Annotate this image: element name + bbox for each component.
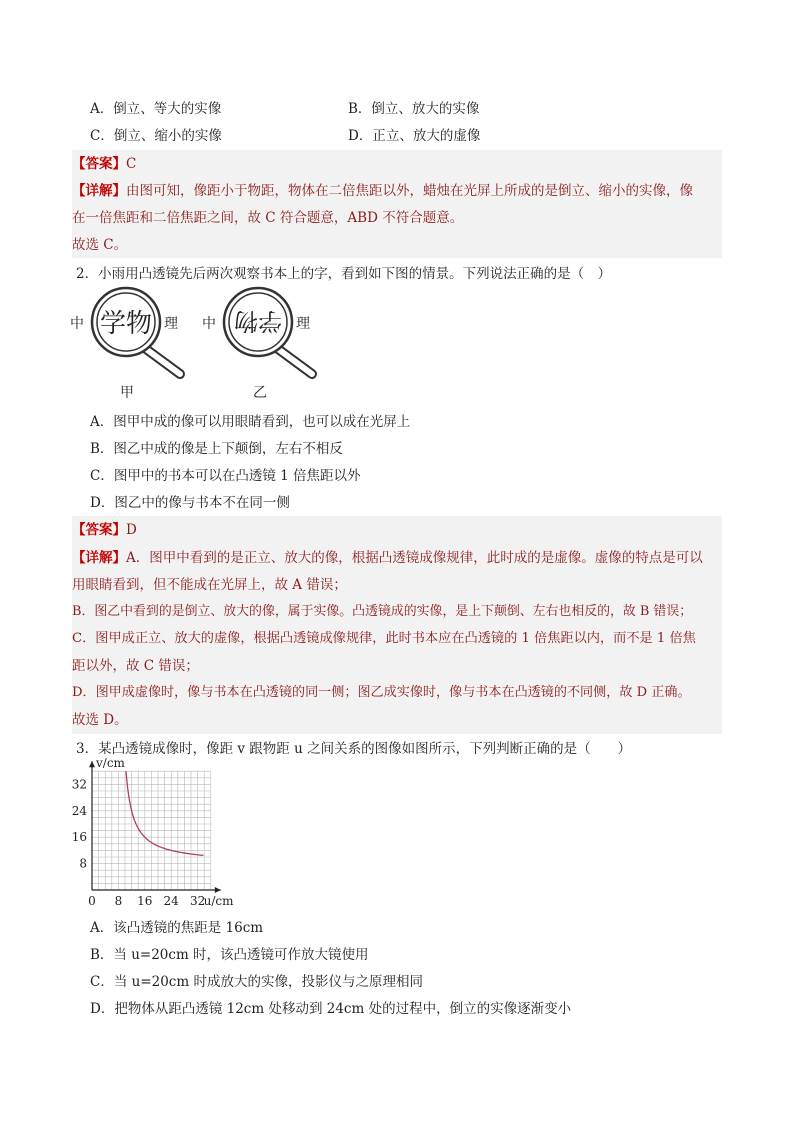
q3-option-a: A．该凸透镜的焦距是 16cm bbox=[90, 920, 264, 936]
q1-option-d: D．正立、放大的虚像 bbox=[348, 128, 481, 144]
x-axis-arrow bbox=[215, 887, 221, 893]
x-tick-label: 32 bbox=[189, 894, 206, 908]
chart-axes bbox=[89, 761, 221, 893]
q1-detail-text-1: 由图可知，像距小于物距，物体在二倍焦距以外，蜡烛在光屏上所成的是倒立、缩小的实像，像 bbox=[126, 183, 693, 199]
x-tick-label: 8 bbox=[114, 894, 123, 908]
fig-right-outer-2: 理 bbox=[296, 316, 310, 332]
q2-answer: D bbox=[126, 522, 137, 538]
q1-answer-box bbox=[72, 150, 722, 258]
q1-option-c: C．倒立、缩小的实像 bbox=[90, 128, 222, 144]
q1-answer-line bbox=[72, 152, 136, 172]
q3-option-c: C．当 u=20cm 时成放大的实像，投影仪与之原理相同 bbox=[90, 974, 423, 990]
chart-xlabel: u/cm bbox=[203, 894, 234, 908]
q2-detail-text-1: A．图甲中看到的是正立、放大的像，根据凸透镜成像规律，此时成的是虚像。虚像的特点是可以 bbox=[126, 550, 703, 566]
x-tick-label: 0 bbox=[88, 894, 96, 908]
q2-option-d: D．图乙中的像与书本不在同一侧 bbox=[90, 495, 290, 511]
q1-option-b: B．倒立、放大的实像 bbox=[348, 101, 480, 117]
fig-left-outer-1: 中 bbox=[70, 316, 84, 332]
q3-option-d: D．把物体从距凸透镜 12cm 处移动到 24cm 处的过程中，倒立的实像逐渐变小 bbox=[90, 1001, 572, 1017]
x-tick-label: 16 bbox=[137, 894, 153, 908]
q2-detail-line-5: 距以外，故 C 错误； bbox=[72, 658, 199, 674]
q1-detail-line-1 bbox=[72, 179, 693, 199]
q2-magnifier-figure bbox=[68, 284, 338, 404]
y-tick-label: 32 bbox=[71, 777, 87, 792]
q1-detail-line-2: 在一倍焦距和二倍焦距之间，故 C 符合题意，ABD 不符合题意。 bbox=[72, 210, 464, 226]
q2-answer-line bbox=[72, 518, 137, 538]
magnifier-left bbox=[70, 288, 180, 401]
q2-answer-tag: 【答案】 bbox=[72, 522, 126, 538]
q1-answer: C bbox=[126, 156, 137, 172]
q2-option-a: A．图甲中成的像可以用眼睛看到，也可以成在光屏上 bbox=[90, 414, 411, 430]
q2-detail-line-7: 故选 D。 bbox=[72, 712, 128, 728]
q1-detail-line-3: 故选 C。 bbox=[72, 237, 128, 253]
magnifier-right bbox=[202, 288, 312, 401]
q2-option-c: C．图甲中的书本可以在凸透镜 1 倍焦距以外 bbox=[90, 468, 361, 484]
fig-left-outer-2: 理 bbox=[164, 316, 178, 332]
q1-answer-tag: 【答案】 bbox=[72, 156, 126, 172]
q2-detail-line-6: D．图甲成虚像时，像与书本在凸透镜的同一侧；图乙成实像时，像与书本在凸透镜的不同侧，故 D 正确。 bbox=[72, 685, 691, 700]
y-tick-label: 8 bbox=[79, 856, 87, 871]
y-tick-label: 24 bbox=[71, 803, 87, 818]
q2-detail-tag: 【详解】 bbox=[72, 550, 126, 566]
q1-option-a: A．倒立、等大的实像 bbox=[90, 101, 222, 117]
q2-detail-line-4: C．图甲成正立、放大的虚像，根据凸透镜成像规律，此时书本应在凸透镜的 1 倍焦距以内，而不是 1 倍焦 bbox=[72, 631, 696, 646]
q3-option-b: B．当 u=20cm 时，该凸透镜可作放大镜使用 bbox=[90, 947, 369, 963]
y-axis-arrow bbox=[89, 761, 95, 767]
q3-stem: 3．某凸透镜成像时，像距 v 跟物距 u 之间关系的图像如图所示，下列判断正确的是（ ） bbox=[76, 741, 632, 757]
q1-detail-tag: 【详解】 bbox=[72, 183, 126, 199]
fig-right-caption: 乙 bbox=[253, 385, 267, 401]
fig-left-caption: 甲 bbox=[120, 385, 134, 401]
q2-option-b: B．图乙中成的像是上下颠倒，左右不相反 bbox=[90, 441, 343, 457]
fig-right-inner-inverted: 学物 bbox=[234, 307, 282, 335]
fig-left-inner: 学物 bbox=[99, 309, 153, 339]
q2-detail-line-2: 用眼睛看到，但不能成在光屏上，故 A 错误； bbox=[72, 577, 347, 593]
q2-detail-line-3: B．图乙中看到的是倒立、放大的像，属于实像。凸透镜成的实像，是上下颠倒、左右也相反的，故 B 错误； bbox=[72, 604, 693, 619]
q2-stem: 2．小雨用凸透镜先后两次观察书本上的字，看到如下图的情景。下列说法正确的是（ ） bbox=[76, 266, 612, 282]
x-tick-label: 24 bbox=[163, 894, 179, 908]
q3-graph bbox=[66, 758, 256, 908]
y-tick-label: 16 bbox=[71, 830, 87, 845]
q2-detail-line-1 bbox=[72, 546, 703, 566]
chart-ylabel: v/cm bbox=[96, 758, 125, 771]
chart-grid bbox=[92, 771, 211, 890]
fig-right-outer-1: 中 bbox=[202, 316, 216, 332]
